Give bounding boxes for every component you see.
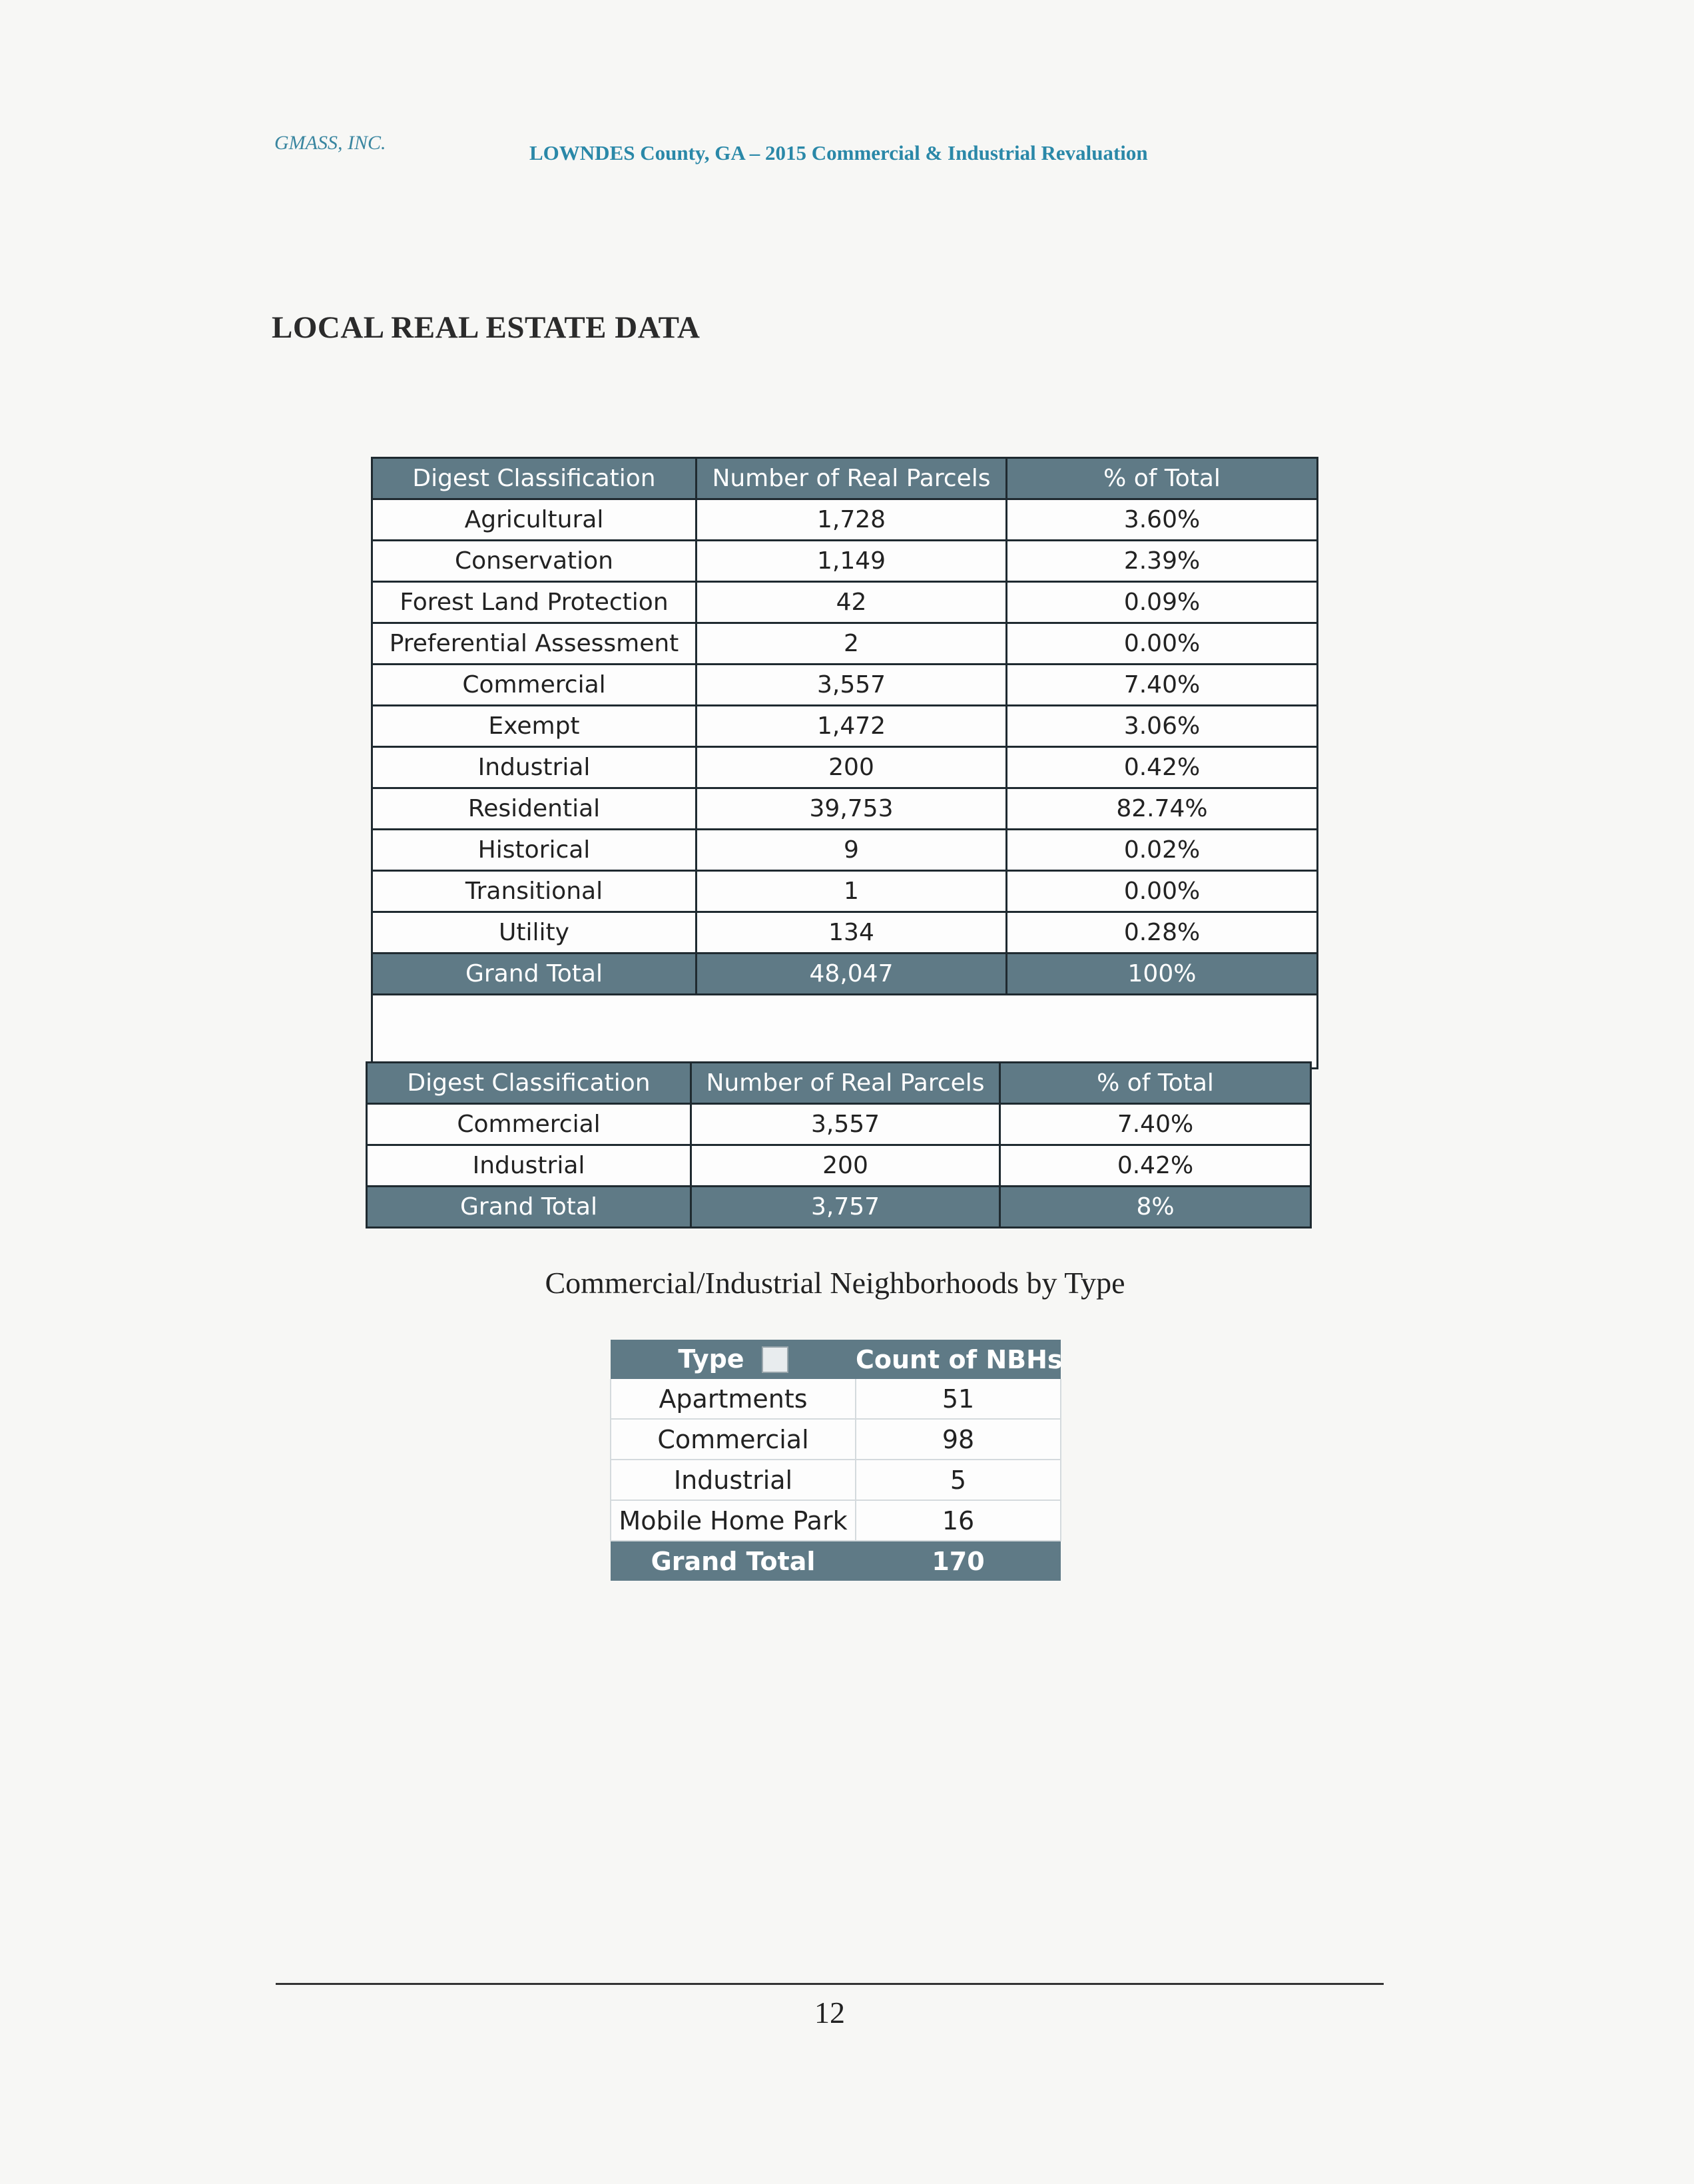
type-cell: Apartments — [611, 1379, 856, 1419]
table-row — [372, 623, 1318, 665]
percent-cell: 0.00% — [1007, 871, 1318, 912]
column-header: % of Total — [1007, 458, 1318, 499]
column-header: Digest Classification — [367, 1063, 691, 1104]
percent-cell: 0.02% — [1007, 830, 1318, 871]
total-percent: 100% — [1007, 954, 1318, 995]
type-cell: Commercial — [611, 1419, 856, 1460]
classification-cell: Preferential Assessment — [372, 623, 697, 665]
percent-cell: 82.74% — [1007, 788, 1318, 830]
classification-cell: Commercial — [372, 665, 697, 706]
percent-cell: 0.09% — [1007, 582, 1318, 623]
classification-cell: Commercial — [367, 1104, 691, 1145]
parcel-count-cell: 2 — [697, 623, 1007, 665]
column-header: Number of Real Parcels — [691, 1063, 1000, 1104]
parcel-count-cell: 9 — [697, 830, 1007, 871]
table-row — [372, 788, 1318, 830]
footer-rule — [276, 1983, 1384, 1985]
parcel-count-cell: 1,728 — [697, 499, 1007, 541]
grand-total-row — [372, 954, 1318, 995]
percent-cell: 0.00% — [1007, 623, 1318, 665]
classification-cell: Transitional — [372, 871, 697, 912]
table-row — [372, 541, 1318, 582]
table-row — [372, 499, 1318, 541]
header-title: LOWNDES County, GA – 2015 Commercial & Industrial Revaluation — [529, 141, 1148, 164]
count-cell: 16 — [856, 1500, 1061, 1541]
total-count: 170 — [856, 1541, 1061, 1581]
neighborhoods-pivot-table — [610, 1340, 1061, 1581]
percent-cell: 3.06% — [1007, 706, 1318, 747]
parcel-count-cell: 3,557 — [697, 665, 1007, 706]
total-label: Grand Total — [367, 1187, 691, 1228]
percent-cell: 0.42% — [1000, 1145, 1311, 1187]
type-cell: Mobile Home Park — [611, 1500, 856, 1541]
total-parcels: 48,047 — [697, 954, 1007, 995]
total-label: Grand Total — [611, 1541, 856, 1581]
table-row — [611, 1500, 1061, 1541]
table-row — [372, 747, 1318, 788]
classification-cell: Agricultural — [372, 499, 697, 541]
type-cell: Industrial — [611, 1460, 856, 1500]
total-percent: 8% — [1000, 1187, 1311, 1228]
table-row — [372, 830, 1318, 871]
parcel-count-cell: 3,557 — [691, 1104, 1000, 1145]
classification-cell: Exempt — [372, 706, 697, 747]
parcel-count-cell: 1 — [697, 871, 1007, 912]
table-row — [367, 1145, 1311, 1187]
table-row — [611, 1419, 1061, 1460]
total-label: Grand Total — [372, 954, 697, 995]
grand-total-row — [367, 1187, 1311, 1228]
header-company: GMASS, INC. — [274, 132, 386, 154]
parcel-count-cell: 134 — [697, 912, 1007, 954]
count-column-header: Count of NBHs — [856, 1340, 1061, 1379]
parcel-count-cell: 200 — [697, 747, 1007, 788]
table-row — [372, 582, 1318, 623]
digest-classification-table — [371, 457, 1318, 1069]
section-title: LOCAL REAL ESTATE DATA — [272, 310, 701, 345]
count-cell: 5 — [856, 1460, 1061, 1500]
table-row — [372, 706, 1318, 747]
total-parcels: 3,757 — [691, 1187, 1000, 1228]
spacer-cell — [372, 995, 1318, 1069]
page-number: 12 — [814, 1996, 845, 2030]
parcel-count-cell: 39,753 — [697, 788, 1007, 830]
table-row — [372, 665, 1318, 706]
neighborhoods-title: Commercial/Industrial Neighborhoods by Type — [545, 1266, 1125, 1300]
column-header: % of Total — [1000, 1063, 1311, 1104]
table-header-row — [372, 458, 1318, 499]
table-row — [611, 1379, 1061, 1419]
classification-cell: Industrial — [372, 747, 697, 788]
type-column-header — [611, 1340, 856, 1379]
commercial-industrial-table — [366, 1061, 1312, 1228]
grand-total-row — [611, 1541, 1061, 1581]
table-header-row — [611, 1340, 1061, 1379]
table-row — [372, 912, 1318, 954]
percent-cell: 0.42% — [1007, 747, 1318, 788]
percent-cell: 3.60% — [1007, 499, 1318, 541]
classification-cell: Industrial — [367, 1145, 691, 1187]
count-cell: 51 — [856, 1379, 1061, 1419]
table-row — [367, 1104, 1311, 1145]
spacer-row — [372, 995, 1318, 1069]
filter-icon[interactable] — [762, 1346, 788, 1373]
type-header-label: Type — [678, 1344, 744, 1374]
parcel-count-cell: 1,472 — [697, 706, 1007, 747]
parcel-count-cell: 42 — [697, 582, 1007, 623]
classification-cell: Forest Land Protection — [372, 582, 697, 623]
table-row — [372, 871, 1318, 912]
column-header: Digest Classification — [372, 458, 697, 499]
percent-cell: 7.40% — [1000, 1104, 1311, 1145]
classification-cell: Conservation — [372, 541, 697, 582]
percent-cell: 2.39% — [1007, 541, 1318, 582]
column-header: Number of Real Parcels — [697, 458, 1007, 499]
percent-cell: 7.40% — [1007, 665, 1318, 706]
parcel-count-cell: 1,149 — [697, 541, 1007, 582]
classification-cell: Utility — [372, 912, 697, 954]
count-cell: 98 — [856, 1419, 1061, 1460]
parcel-count-cell: 200 — [691, 1145, 1000, 1187]
table-header-row — [367, 1063, 1311, 1104]
classification-cell: Residential — [372, 788, 697, 830]
percent-cell: 0.28% — [1007, 912, 1318, 954]
table-row — [611, 1460, 1061, 1500]
classification-cell: Historical — [372, 830, 697, 871]
